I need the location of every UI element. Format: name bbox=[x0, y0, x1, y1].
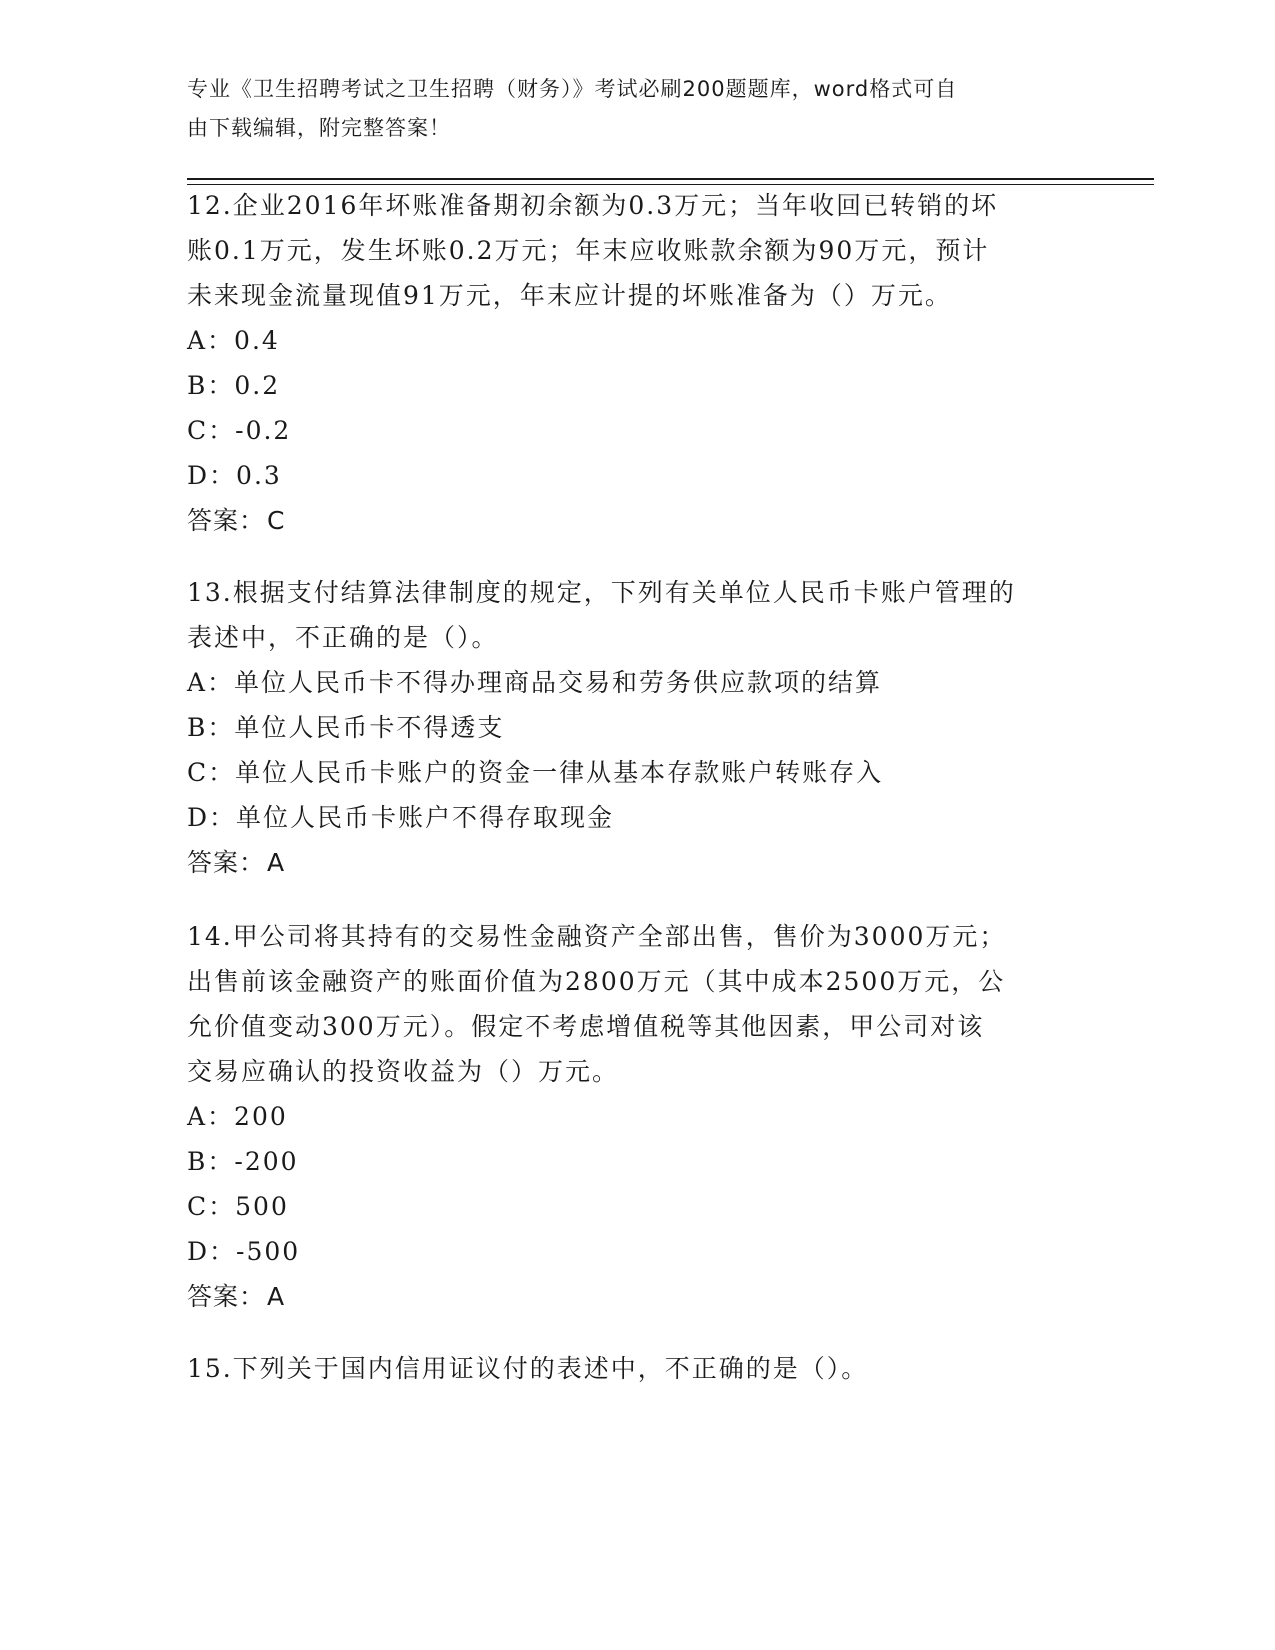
option-c: C：500 bbox=[187, 1192, 289, 1221]
header-line-2: 由下载编辑，附完整答案！ bbox=[187, 116, 451, 140]
answer-line bbox=[187, 1274, 1087, 1319]
header-line-1: 专业《卫生招聘考试之卫生招聘（财务）》考试必刷200题题库，word格式可自 bbox=[187, 77, 958, 101]
question-15 bbox=[187, 1346, 1087, 1391]
answer-label: 答案： bbox=[187, 1282, 266, 1311]
answer-value: A bbox=[267, 848, 286, 877]
document-header bbox=[187, 70, 1067, 148]
option-b: B：-200 bbox=[187, 1147, 299, 1176]
option-b: B：0.2 bbox=[187, 371, 281, 400]
answer-label: 答案： bbox=[187, 848, 266, 877]
answer-line bbox=[187, 840, 1087, 885]
answer-label: 答案： bbox=[187, 506, 266, 535]
option-c: C：单位人民币卡账户的资金一律从基本存款账户转账存入 bbox=[187, 758, 884, 787]
question-stem-line: 未来现金流量现值91万元，年末应计提的坏账准备为（）万元。 bbox=[187, 281, 952, 310]
answer-line bbox=[187, 498, 1087, 543]
question-12 bbox=[187, 183, 1087, 543]
question-stem-line: 出售前该金融资产的账面价值为2800万元（其中成本2500万元，公 bbox=[187, 967, 1006, 996]
option-c: C：-0.2 bbox=[187, 416, 292, 445]
answer-value: A bbox=[267, 1282, 286, 1311]
option-a: A：0.4 bbox=[187, 326, 280, 355]
option-d: D：0.3 bbox=[187, 461, 282, 490]
question-stem-line: 账0.1万元，发生坏账0.2万元；年末应收账款余额为90万元，预计 bbox=[187, 236, 990, 265]
question-stem-line: 12.企业2016年坏账准备期初余额为0.3万元；当年收回已转销的坏 bbox=[187, 191, 999, 220]
option-a: A：200 bbox=[187, 1102, 288, 1131]
question-stem-line: 14.甲公司将其持有的交易性金融资产全部出售，售价为3000万元； bbox=[187, 922, 1007, 951]
question-13 bbox=[187, 570, 1087, 885]
option-d: D：单位人民币卡账户不得存取现金 bbox=[187, 803, 615, 832]
question-stem-line: 15.下列关于国内信用证议付的表述中，不正确的是（）。 bbox=[187, 1354, 869, 1383]
option-d: D：-500 bbox=[187, 1237, 301, 1266]
question-stem-line: 交易应确认的投资收益为（）万元。 bbox=[187, 1057, 620, 1086]
question-stem-line: 13.根据支付结算法律制度的规定，下列有关单位人民币卡账户管理的 bbox=[187, 578, 1016, 607]
answer-value: C bbox=[267, 506, 286, 535]
question-stem-line: 表述中，不正确的是（）。 bbox=[187, 623, 499, 652]
question-stem-line: 允价值变动300万元）。假定不考虑增值税等其他因素，甲公司对该 bbox=[187, 1012, 985, 1041]
option-a: A：单位人民币卡不得办理商品交易和劳务供应款项的结算 bbox=[187, 668, 883, 697]
question-14 bbox=[187, 914, 1087, 1319]
option-b: B：单位人民币卡不得透支 bbox=[187, 713, 505, 742]
